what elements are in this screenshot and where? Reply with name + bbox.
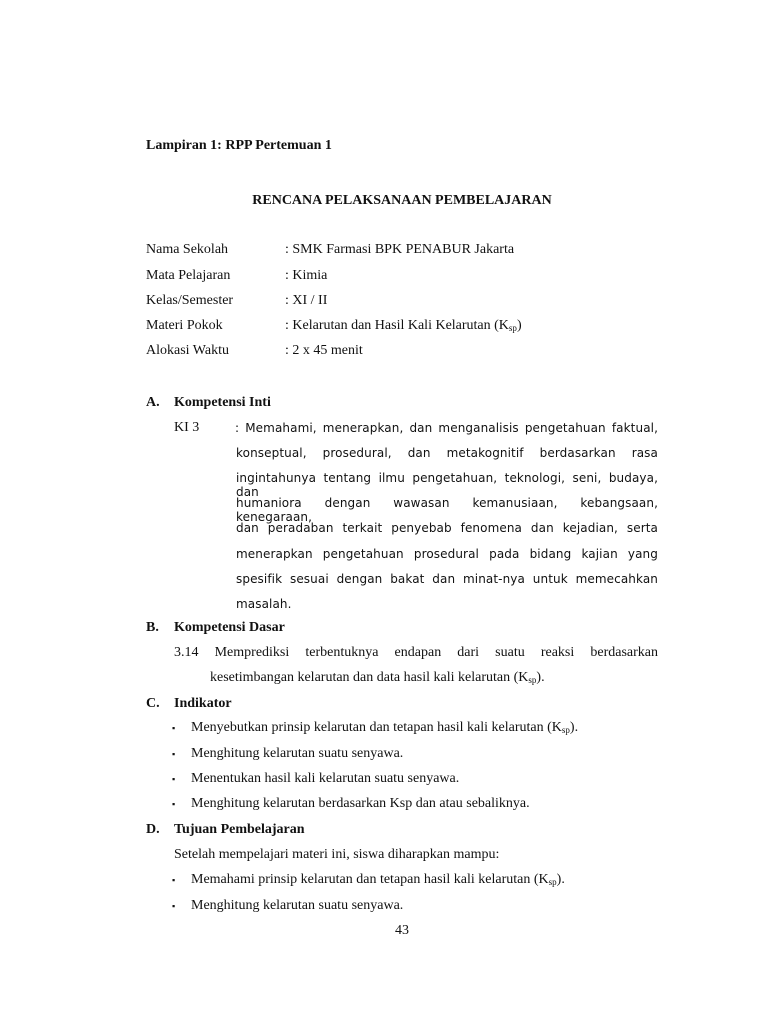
ki-line: masalah. — [236, 597, 292, 611]
page-number: 43 — [395, 923, 409, 938]
ki-line: ingintahunya tentang ilmu pengetahuan, teknologi, seni, budaya, dan — [236, 471, 658, 499]
identity-label: Materi Pokok — [146, 318, 223, 333]
list-item — [0, 771, 768, 791]
ki-label: KI 3 — [174, 420, 200, 435]
identity-value: : 2 x 45 menit — [285, 343, 363, 358]
section-b-letter: B. — [146, 620, 159, 635]
ki-line: : Memahami, menerapkan, dan menganalisis pengetahuan faktual, — [235, 421, 658, 435]
list-item — [0, 720, 768, 740]
appendix-title: Lampiran 1: RPP Pertemuan 1 — [146, 138, 332, 153]
identity-value: : Kelarutan dan Hasil Kali Kelarutan $(K_{sp})$ — [285, 318, 522, 333]
section-a-letter: A. — [146, 395, 160, 410]
objectives-intro: Setelah mempelajari materi ini, siswa diharapkan mampu: — [174, 847, 500, 862]
page-title: RENCANA PELAKSANAAN PEMBELAJARAN — [252, 193, 552, 208]
section-d-letter: D. — [146, 822, 160, 837]
bullet-icon: ▪ — [172, 723, 176, 733]
ki-line: konseptual, prosedural, dan metakognitif berdasarkan rasa — [236, 446, 658, 460]
kd-line: 3.14 Memprediksi terbentuknya endapan dari suatu reaksi berdasarkan — [174, 645, 658, 660]
identity-label: Kelas/Semester — [146, 293, 234, 308]
section-c-title: Indikator — [174, 696, 232, 711]
identity-label: Mata Pelajaran — [146, 268, 231, 283]
list-item — [0, 898, 768, 918]
bullet-icon: ▪ — [172, 799, 176, 809]
list-item — [0, 872, 768, 892]
list-item — [0, 746, 768, 766]
identity-value: : XI / II — [285, 293, 328, 308]
ki-line: humaniora dengan wawasan kemanusiaan, kebangsaan, kenegaraan, — [236, 496, 658, 524]
list-item-text: Menghitung kelarutan suatu senyawa. — [191, 746, 404, 761]
identity-label: Alokasi Waktu — [146, 343, 229, 358]
bullet-icon: ▪ — [172, 774, 176, 784]
bullet-icon: ▪ — [172, 901, 176, 911]
identity-label: Nama Sekolah — [146, 242, 229, 257]
section-d-title: Tujuan Pembelajaran — [174, 822, 305, 837]
ki-line: menerapkan pengetahuan prosedural pada bidang kajian yang — [236, 547, 658, 561]
section-a-title: Kompetensi Inti — [174, 395, 271, 410]
ki-line: dan peradaban terkait penyebab fenomena dan kejadian, serta — [236, 521, 658, 535]
ki-line: spesifik sesuai dengan bakat dan minat-nya untuk memecahkan — [236, 572, 658, 586]
list-item-text: Menghitung kelarutan suatu senyawa. — [191, 898, 404, 913]
bullet-icon: ▪ — [172, 749, 176, 759]
identity-value: : SMK Farmasi BPK PENABUR Jakarta — [285, 242, 515, 257]
identity-value: : Kimia — [285, 268, 328, 283]
kd-line: kesetimbangan kelarutan dan data hasil kali kelarutan $(K_{sp})$. — [210, 670, 545, 685]
list-item-text: Menentukan hasil kali kelarutan suatu senyawa. — [191, 771, 460, 786]
list-item-text: Memahami prinsip kelarutan dan tetapan hasil kali kelarutan $(K_{sp})$. — [191, 872, 565, 887]
bullet-icon: ▪ — [172, 875, 176, 885]
section-c-letter: C. — [146, 696, 160, 711]
list-item-text: Menghitung kelarutan berdasarkan Ksp dan atau sebaliknya. — [191, 796, 530, 811]
section-b-title: Kompetensi Dasar — [174, 620, 285, 635]
list-item — [0, 796, 768, 816]
list-item-text: Menyebutkan prinsip kelarutan dan tetapan hasil kali kelarutan $(K_{sp})$. — [191, 720, 579, 735]
